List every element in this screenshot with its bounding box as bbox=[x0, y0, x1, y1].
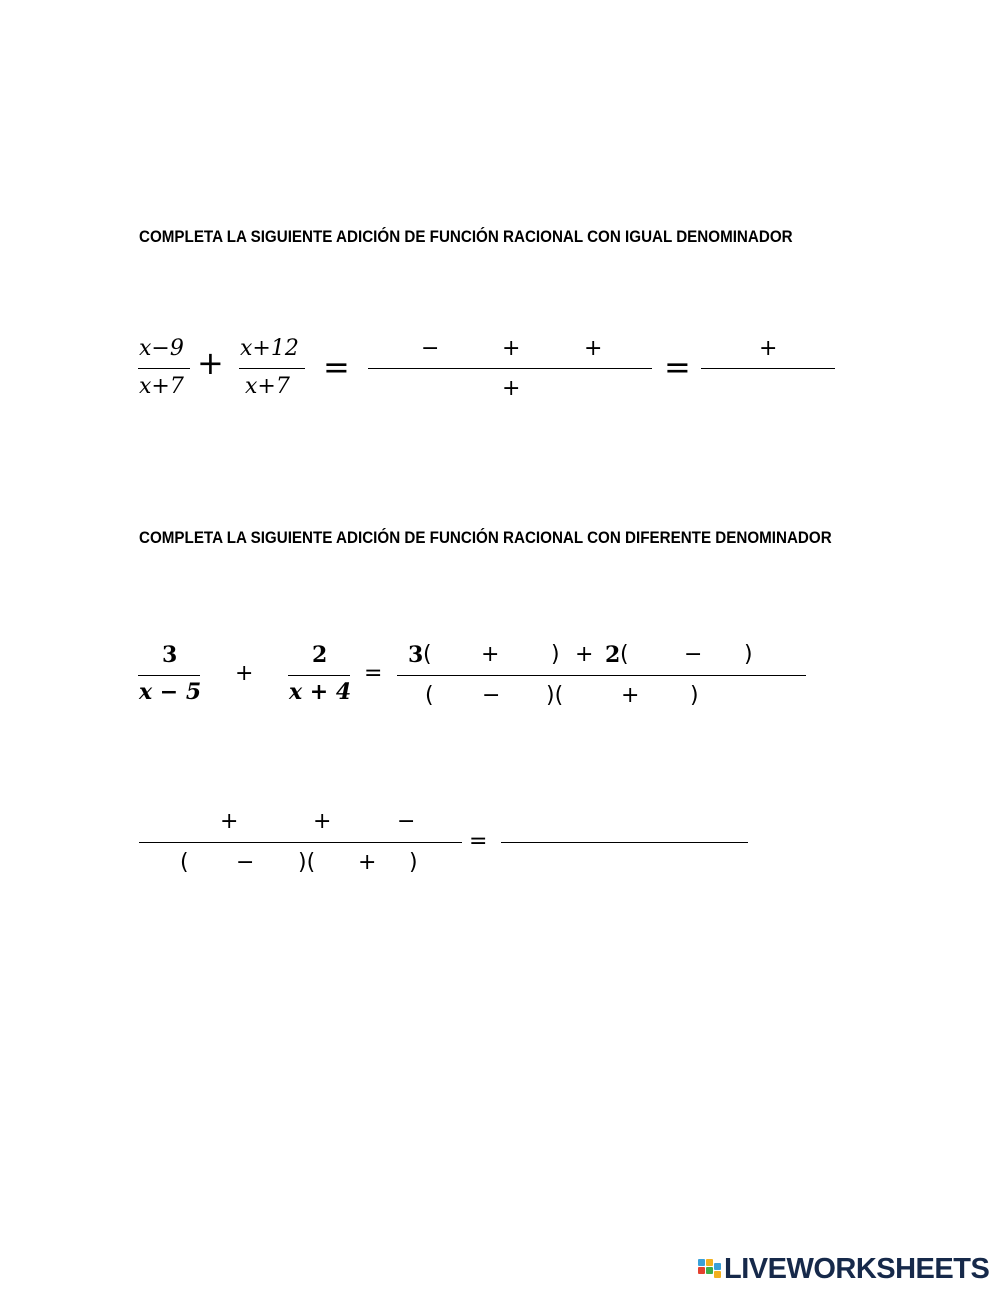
result-fraction-bar bbox=[368, 368, 652, 369]
fraction2-numerator: x+12 bbox=[240, 336, 299, 361]
fraction2-denominator: x + 4 bbox=[289, 679, 352, 705]
step2-denominator-paren-close: ) bbox=[409, 850, 418, 875]
fraction1-denominator: x − 5 bbox=[139, 679, 202, 705]
fraction2-denominator: x+7 bbox=[245, 374, 290, 399]
logo-square-icon bbox=[698, 1259, 705, 1266]
plus-operator: + bbox=[235, 661, 254, 686]
fraction2-bar bbox=[239, 368, 305, 369]
section1-heading: COMPLETA LA SIGUIENTE ADICIÓN DE FUNCIÓN RACIONAL CON IGUAL DENOMINADOR bbox=[139, 228, 793, 246]
step2-numerator-minus: − bbox=[397, 809, 416, 834]
logo-square-icon bbox=[706, 1259, 713, 1266]
step2-denominator-paren-open: ( bbox=[180, 850, 189, 875]
step2-numerator-plus-1: + bbox=[220, 809, 239, 834]
numerator-coefficient-3: 3 bbox=[408, 642, 424, 668]
equals-operator: = bbox=[364, 661, 383, 686]
plus-operator: + bbox=[197, 344, 224, 382]
result-numerator-plus-2: + bbox=[584, 336, 603, 361]
numerator-paren-open-1: ( bbox=[423, 642, 432, 667]
logo-square-icon bbox=[714, 1263, 721, 1270]
numerator-minus: − bbox=[684, 642, 703, 667]
final-fraction-bar bbox=[701, 368, 835, 369]
denominator-paren-close: ) bbox=[690, 683, 699, 708]
step2-equals-operator: = bbox=[469, 829, 488, 854]
final-numerator-plus: + bbox=[759, 336, 778, 361]
logo-text: LIVEWORKSHEETS bbox=[724, 1253, 990, 1285]
fraction1-bar bbox=[138, 368, 190, 369]
denominator-paren-middle: )( bbox=[546, 683, 564, 708]
combined-fraction-bar bbox=[397, 675, 806, 676]
fraction1-denominator: x+7 bbox=[139, 374, 184, 399]
fraction2-bar bbox=[288, 675, 350, 676]
denominator-plus: + bbox=[621, 683, 640, 708]
equals-operator: = bbox=[323, 348, 350, 386]
step2-denominator-paren-middle: )( bbox=[298, 850, 316, 875]
fraction1-numerator: 3 bbox=[162, 642, 178, 668]
step2-denominator-plus: + bbox=[358, 850, 377, 875]
logo-square-icon bbox=[706, 1267, 713, 1274]
numerator-plus-2: + bbox=[575, 642, 594, 667]
fraction2-numerator: 2 bbox=[312, 642, 328, 668]
denominator-paren-open-1: ( bbox=[425, 683, 434, 708]
result-denominator-plus: + bbox=[502, 376, 521, 401]
logo-square-icon bbox=[714, 1271, 721, 1278]
step2-answer-line bbox=[501, 842, 748, 843]
numerator-paren-close-1: ) bbox=[551, 642, 560, 667]
step2-fraction-bar bbox=[139, 842, 462, 843]
denominator-minus: − bbox=[482, 683, 501, 708]
result-numerator-plus-1: + bbox=[502, 336, 521, 361]
numerator-paren-open-2: ( bbox=[620, 642, 629, 667]
numerator-plus-1: + bbox=[481, 642, 500, 667]
step2-denominator-minus: − bbox=[236, 850, 255, 875]
numerator-paren-close-2: ) bbox=[744, 642, 753, 667]
step2-numerator-plus-2: + bbox=[313, 809, 332, 834]
fraction1-numerator: x−9 bbox=[139, 336, 184, 361]
equals-operator-2: = bbox=[664, 348, 691, 386]
logo-square-icon bbox=[698, 1267, 705, 1274]
numerator-coefficient-2: 2 bbox=[605, 642, 621, 668]
fraction1-bar bbox=[138, 675, 200, 676]
section2-heading: COMPLETA LA SIGUIENTE ADICIÓN DE FUNCIÓN RACIONAL CON DIFERENTE DENOMINADOR bbox=[139, 529, 832, 547]
result-numerator-minus: − bbox=[421, 336, 440, 361]
